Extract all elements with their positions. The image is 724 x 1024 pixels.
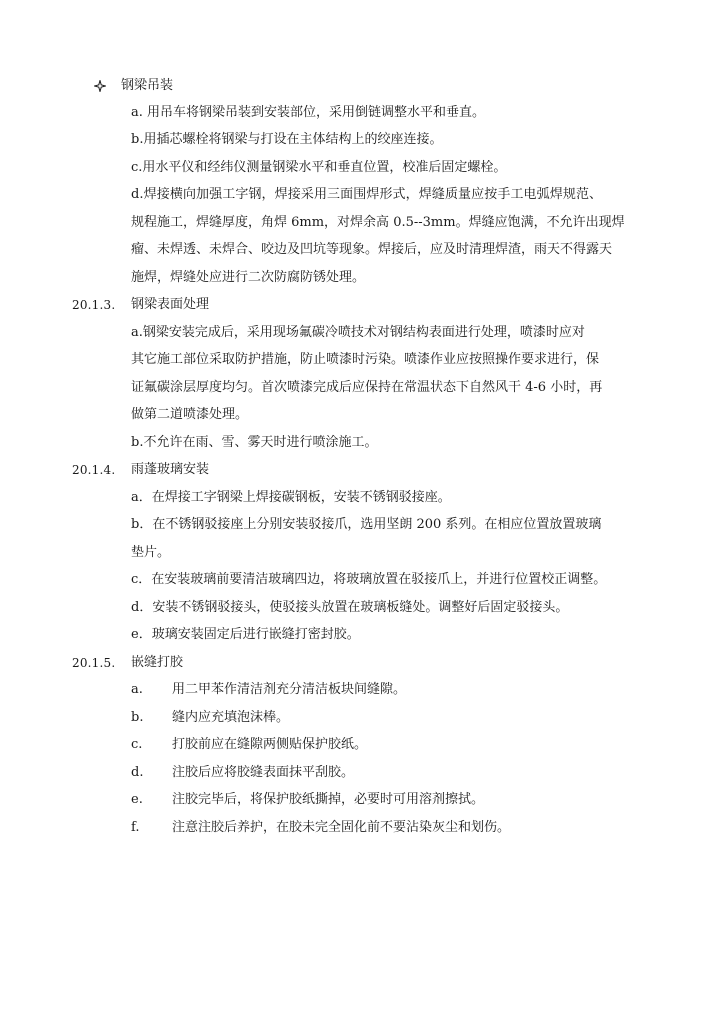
paragraph-line: 施焊，焊缝处应进行二次防腐防锈处理。 bbox=[131, 270, 366, 285]
paragraph-line: 证氟碳涂层厚度均匀。首次喷漆完成后应保持在常温状态下自然风干 4-6 小时，再 bbox=[131, 380, 603, 395]
paragraph-line: d．安装不锈钢驳接头，使驳接头放置在玻璃板缝处。调整好后固定驳接头。 bbox=[131, 600, 569, 615]
section-number: 20.1.4. bbox=[72, 463, 116, 477]
paragraph-line: b．在不锈钢驳接座上分别安装驳接爪，选用坚朗 200 系列。在相应位置放置玻璃 bbox=[131, 517, 602, 532]
list-item-text: 打胶前应在缝隙两侧贴保护胶纸。 bbox=[172, 737, 368, 752]
paragraph-line: b.不允许在雨、雪、雾天时进行喷涂施工。 bbox=[131, 435, 378, 450]
list-item-letter: e. bbox=[131, 792, 143, 807]
section-title: 雨蓬玻璃安装 bbox=[131, 462, 210, 477]
section-number: 20.1.3. bbox=[72, 298, 116, 312]
list-item-letter: c. bbox=[131, 737, 143, 752]
list-item-letter: a. bbox=[131, 682, 143, 697]
paragraph-line: a.钢梁安装完成后，采用现场氟碳冷喷技术对钢结构表面进行处理，喷漆时应对 bbox=[131, 325, 585, 340]
paragraph-line: a. 用吊车将钢梁吊装到安装部位，采用倒链调整水平和垂直。 bbox=[131, 105, 486, 120]
list-item-letter: d. bbox=[131, 765, 144, 780]
list-item-text: 注胶完毕后，将保护胶纸撕掉，必要时可用溶剂擦拭。 bbox=[172, 792, 485, 807]
paragraph-line: e．玻璃安装固定后进行嵌缝打密封胶。 bbox=[131, 627, 360, 642]
list-item-text: 注意注胶后养护，在胶未完全固化前不要沾染灰尘和划伤。 bbox=[172, 820, 511, 835]
paragraph-line: a．在焊接工字钢梁上焊接碳钢板，安装不锈钢驳接座。 bbox=[131, 490, 451, 505]
list-item-text: 用二甲苯作清洁剂充分清洁板块间缝隙。 bbox=[172, 682, 407, 697]
diamond-bullet-icon bbox=[93, 77, 107, 95]
paragraph-line: 做第二道喷漆处理。 bbox=[131, 407, 249, 422]
paragraph-line: 垫片。 bbox=[131, 545, 171, 560]
paragraph-line: 规程施工，焊缝厚度，角焊 6mm，对焊余高 0.5--3mm。焊缝应饱满，不允许出现焊 bbox=[131, 215, 625, 230]
paragraph-line: 其它施工部位采取防护措施，防止喷漆时污染。喷漆作业应按照操作要求进行，保 bbox=[131, 352, 600, 367]
list-item-letter: b. bbox=[131, 710, 144, 725]
paragraph-line: c．在安装玻璃前要清洁玻璃四边，将玻璃放置在驳接爪上，并进行位置校正调整。 bbox=[131, 572, 607, 587]
section-title-steel-hoist: 钢梁吊装 bbox=[121, 78, 174, 93]
paragraph-line: c.用水平仪和经纬仪测量钢梁水平和垂直位置，校准后固定螺栓。 bbox=[131, 160, 507, 175]
section-number: 20.1.5. bbox=[72, 656, 116, 670]
paragraph-line: b.用插芯螺栓将钢梁与打设在主体结构上的绞座连接。 bbox=[131, 132, 443, 147]
list-item-text: 注胶后应将胶缝表面抹平刮胶。 bbox=[172, 765, 355, 780]
paragraph-line: d.焊接横向加强工字钢，焊接采用三面围焊形式，焊缝质量应按手工电弧焊规范、 bbox=[131, 187, 603, 202]
paragraph-line: 瘤、未焊透、未焊合、咬边及凹坑等现象。焊接后，应及时清理焊渣，雨天不得露天 bbox=[131, 242, 613, 257]
section-title: 嵌缝打胶 bbox=[131, 655, 184, 670]
list-item-letter: f. bbox=[131, 820, 140, 835]
list-item-text: 缝内应充填泡沫棒。 bbox=[172, 710, 290, 725]
section-title: 钢梁表面处理 bbox=[131, 297, 210, 312]
